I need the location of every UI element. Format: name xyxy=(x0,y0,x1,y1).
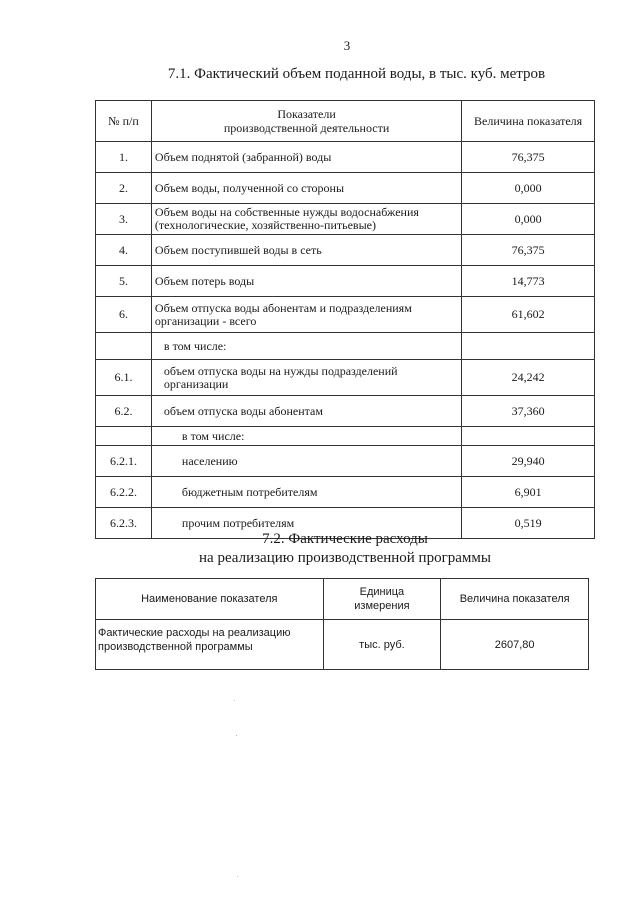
table-header-row xyxy=(96,579,589,620)
row-num: 2. xyxy=(96,173,152,204)
row-value: 37,360 xyxy=(462,396,595,427)
header-indicator: Показатели производственной деятельности xyxy=(151,101,461,142)
table-row xyxy=(96,142,595,173)
header-num: № п/п xyxy=(96,101,152,142)
row-value: 29,940 xyxy=(462,446,595,477)
row-value: 14,773 xyxy=(462,266,595,297)
header-name: Наименование показателя xyxy=(96,579,324,620)
row-num: 3. xyxy=(96,204,152,235)
table-row xyxy=(96,235,595,266)
row-num: 6.1. xyxy=(96,360,152,396)
row-value: 76,375 xyxy=(462,142,595,173)
row-value: 0,000 xyxy=(462,173,595,204)
row-unit: тыс. руб. xyxy=(323,620,441,670)
row-indicator: в том числе: xyxy=(151,333,461,360)
row-num xyxy=(96,333,152,360)
table-row xyxy=(96,333,595,360)
row-num: 1. xyxy=(96,142,152,173)
table-row xyxy=(96,266,595,297)
page-number: 3 xyxy=(343,38,351,53)
header-value: Величина показателя xyxy=(441,579,589,620)
expenses-table xyxy=(95,578,589,670)
table-row xyxy=(96,477,595,508)
section-7-1-title: 7.1. Фактический объем поданной воды, в тыс. куб. метров xyxy=(167,66,546,82)
row-value: 61,602 xyxy=(462,297,595,333)
table-row xyxy=(96,427,595,446)
row-name: Фактические расходы на реализацию производственной программы xyxy=(96,620,324,670)
row-indicator: Объем отпуска воды абонентам и подразделениям организации - всего xyxy=(151,297,461,333)
scan-speck xyxy=(234,700,235,701)
table-header-row xyxy=(96,101,595,142)
row-num: 4. xyxy=(96,235,152,266)
table-row xyxy=(96,620,589,670)
row-indicator: объем отпуска воды на нужды подразделений организации xyxy=(151,360,461,396)
row-indicator: населению xyxy=(151,446,461,477)
row-indicator: Объем воды на собственные нужды водоснабжения (технологические, хозяйственно-питьевые) xyxy=(151,204,461,235)
row-value xyxy=(462,427,595,446)
row-indicator: Объем воды, полученной со стороны xyxy=(151,173,461,204)
row-num: 6.2.3. xyxy=(96,508,152,539)
water-volume-table xyxy=(95,100,595,539)
row-indicator: Объем поступившей воды в сеть xyxy=(151,235,461,266)
row-indicator: объем отпуска воды абонентам xyxy=(151,396,461,427)
row-value xyxy=(462,333,595,360)
section-7-2-title: 7.2. Фактические расходы на реализацию производственной программы xyxy=(199,531,491,566)
row-indicator: в том числе: xyxy=(151,427,461,446)
row-num xyxy=(96,427,152,446)
row-indicator: Объем поднятой (забранной) воды xyxy=(151,142,461,173)
row-value: 0,519 xyxy=(462,508,595,539)
table-row xyxy=(96,173,595,204)
row-value: 0,000 xyxy=(462,204,595,235)
row-indicator: бюджетным потребителям xyxy=(151,477,461,508)
row-num: 6.2. xyxy=(96,396,152,427)
row-value: 6,901 xyxy=(462,477,595,508)
table-row xyxy=(96,204,595,235)
row-num: 6.2.2. xyxy=(96,477,152,508)
row-value: 24,242 xyxy=(462,360,595,396)
row-value: 2607,80 xyxy=(441,620,589,670)
row-indicator: Объем потерь воды xyxy=(151,266,461,297)
row-indicator: прочим потребителям xyxy=(151,508,461,539)
row-num: 6.2.1. xyxy=(96,446,152,477)
scan-speck xyxy=(237,876,238,877)
table-row xyxy=(96,396,595,427)
row-value: 76,375 xyxy=(462,235,595,266)
header-unit: Единица измерения xyxy=(323,579,441,620)
row-num: 5. xyxy=(96,266,152,297)
header-value: Величина показателя xyxy=(462,101,595,142)
table-row xyxy=(96,446,595,477)
table-row xyxy=(96,360,595,396)
row-num: 6. xyxy=(96,297,152,333)
scan-speck xyxy=(236,735,237,736)
table-row xyxy=(96,297,595,333)
